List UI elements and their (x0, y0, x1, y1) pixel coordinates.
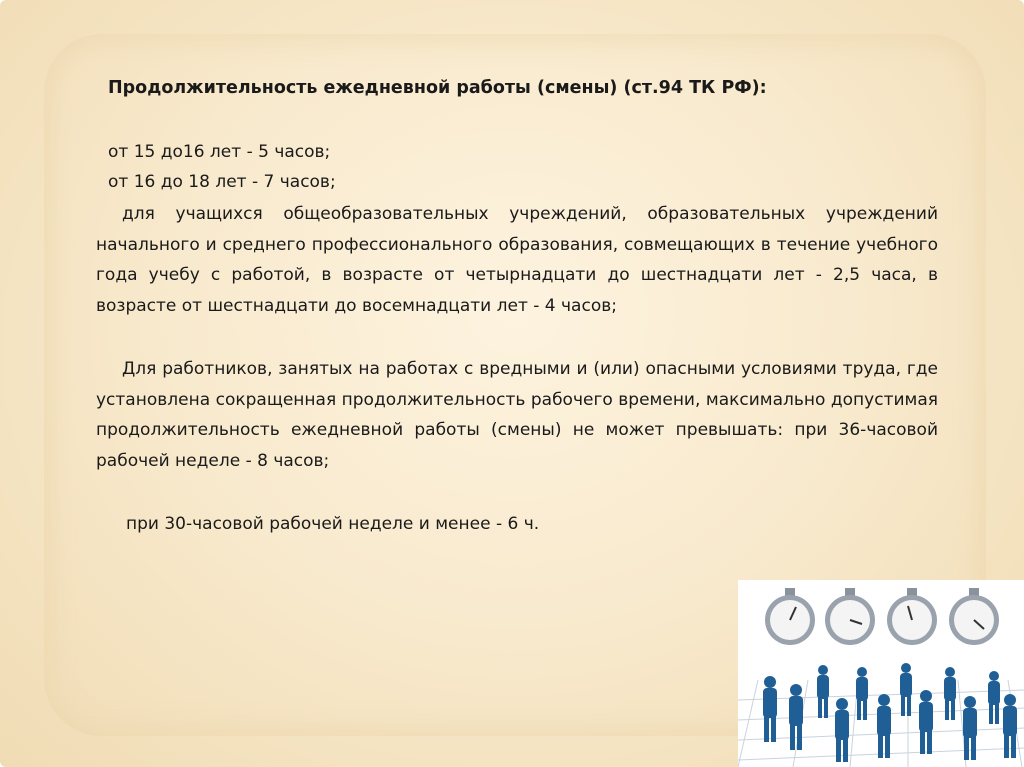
stopwatches-and-people-icon (738, 580, 1024, 767)
age-line-16-18: от 16 до 18 лет - 7 часов; (108, 172, 336, 192)
last-line: при 30-часовой рабочей неделе и менее - 6 ч. (126, 514, 540, 534)
hazardous-work-paragraph: Для работников, занятых на работах с вредными и (или) опасными условиями труда, где установлена сокращенная продолжительность рабочего времени, максимально допустимая продолжительность ежедневной работы (смены) не может превышать: при 36-часовой рабочей неделе - 8 часов; (96, 359, 938, 471)
slide-title: Продолжительность ежедневной работы (смены) (ст.94 ТК РФ): (108, 78, 767, 98)
students-paragraph: для учащихся общеобразовательных учреждений, образовательных учреждений начального и среднего профессионального образования, совмещающих в течение учебного года учебу с работой, в возрасте от четырнадцати до шестнадцати лет - 2,5 часа, в возрасте от шестнадцати до восемнадцати лет - 4 часов; (96, 204, 938, 316)
age-line-15-16: от 15 до16 лет - 5 часов; (108, 142, 331, 162)
